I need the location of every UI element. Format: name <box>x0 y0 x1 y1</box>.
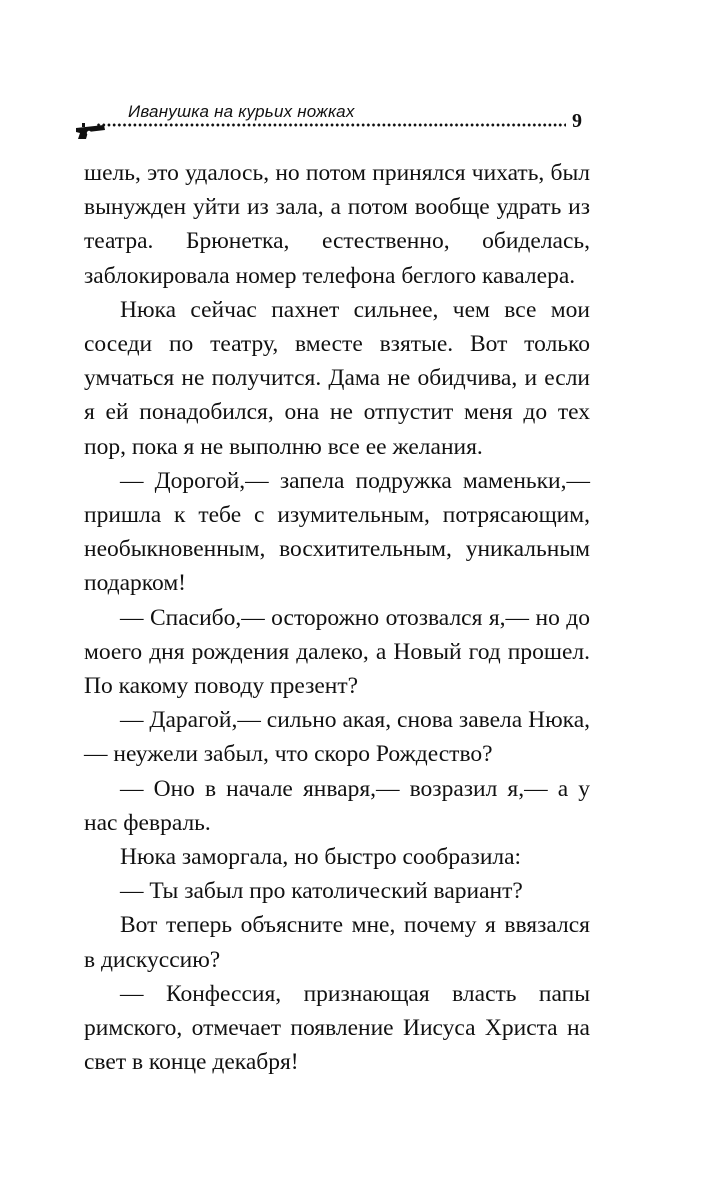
paragraph-7: Нюка заморгала, но быстро сообразила: <box>120 844 522 871</box>
paragraph-2: Нюка сейчас пахнет сильнее, чем все мои соседи по театру, вместе взятые. Вот только умчаться не получится. Дама не обидчива, и если я ей понадобился, она не отпустит меня до тех пор, пока я не выполню все ее желания. <box>84 296 590 460</box>
paragraph-8: — Ты забыл про католический вариант? <box>120 878 523 905</box>
paragraph-10: — Конфессия, признающая власть папы римского, отмечает появление Иисуса Христа на свет в конце декабря! <box>84 980 590 1076</box>
running-head <box>74 96 604 142</box>
paragraph-3: — Дорогой,— запела подружка маменьки,— пришла к тебе с изумительным, потрясающим, необыкновенным, восхитительным, уникальным подарком! <box>84 467 590 597</box>
paragraph-1: шель, это удалось, но потом принялся чихать, был вынужден уйти из зала, а потом вообще удрать из театра. Брюнетка, естественно, обиделась, заблокировала номер телефона беглого кавалера. <box>84 160 590 289</box>
text-body <box>84 156 590 1079</box>
book-title: Иванушка на курьих ножках <box>128 102 355 121</box>
dot-leader <box>96 123 566 127</box>
page-number: 9 <box>572 110 582 132</box>
paragraph-4: — Спасибо,— осторожно отозвался я,— но до моего дня рождения далеко, а Новый год прошел. По какому поводу презент? <box>84 604 590 700</box>
paragraph-5: — Дарагой,— сильно акая, снова завела Нюка,— неужели забыл, что скоро Рождество? <box>84 707 590 768</box>
paragraph-9: Вот теперь объясните мне, почему я ввязался в дискуссию? <box>84 912 590 973</box>
paragraph-6: — Оно в начале января,— возразил я,— а у нас февраль. <box>84 775 590 836</box>
